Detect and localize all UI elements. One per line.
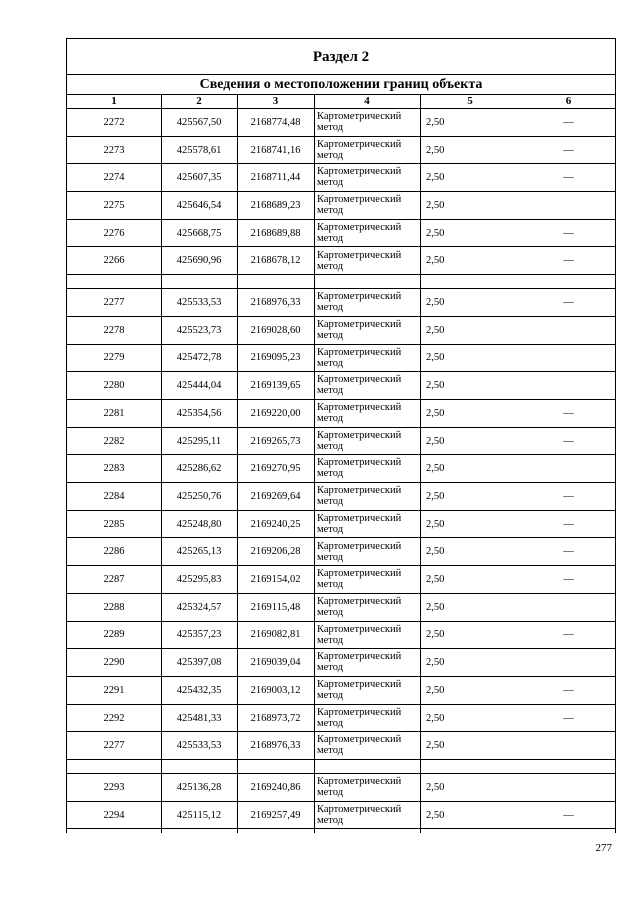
table-title: Сведения о местоположении границ объекта xyxy=(67,75,615,95)
method-cell: Картометрический метод xyxy=(317,374,402,397)
accuracy-cell: 2,50 xyxy=(426,144,445,156)
y-coordinate-cell: 2168711,44 xyxy=(250,172,301,184)
method-cell: Картометрический метод xyxy=(317,318,402,341)
note-cell: — xyxy=(563,809,574,821)
note-cell xyxy=(520,594,617,621)
accuracy-cell: 2,50 xyxy=(426,574,445,586)
x-coordinate-cell: 425250,76 xyxy=(176,490,222,502)
point-number-cell: 2275 xyxy=(103,199,125,211)
column-divider xyxy=(314,95,315,833)
y-coordinate-cell: 2169240,86 xyxy=(250,781,301,793)
x-coordinate-cell: 425533,53 xyxy=(176,297,222,309)
column-header-1: 1 xyxy=(111,95,117,107)
accuracy-cell: 2,50 xyxy=(426,255,445,267)
point-number-cell: 2294 xyxy=(103,809,125,821)
method-cell: Картометрический метод xyxy=(317,485,402,508)
table-row xyxy=(67,705,615,733)
y-coordinate-cell: 2169095,23 xyxy=(250,352,301,364)
y-coordinate-cell: 2169028,60 xyxy=(250,324,301,336)
column-divider xyxy=(161,95,162,833)
table-row xyxy=(67,248,615,276)
y-coordinate-cell: 2168741,16 xyxy=(250,144,301,156)
method-cell: Картометрический метод xyxy=(317,803,402,826)
point-number-cell: 2274 xyxy=(103,172,125,184)
note-cell: — xyxy=(563,172,574,184)
column-header-4: 4 xyxy=(364,95,370,107)
method-cell: Картометрический метод xyxy=(317,221,402,244)
method-cell: Картометрический метод xyxy=(317,568,402,591)
table-row xyxy=(67,400,615,428)
accuracy-cell: 2,50 xyxy=(426,601,445,613)
table-row xyxy=(67,345,615,373)
point-number-cell: 2287 xyxy=(103,574,125,586)
point-number-cell: 2281 xyxy=(103,407,125,419)
accuracy-cell: 2,50 xyxy=(426,657,445,669)
method-cell: Картометрический метод xyxy=(317,138,402,161)
table-row xyxy=(67,677,615,705)
note-cell xyxy=(520,192,617,219)
method-cell: Картометрический метод xyxy=(317,346,402,369)
note-cell: — xyxy=(563,407,574,419)
y-coordinate-cell: 2168689,88 xyxy=(250,227,301,239)
y-coordinate-cell: 2168689,23 xyxy=(250,199,301,211)
note-cell: — xyxy=(563,629,574,641)
x-coordinate-cell: 425248,80 xyxy=(176,518,222,530)
x-coordinate-cell: 425354,56 xyxy=(176,407,222,419)
note-cell: — xyxy=(563,712,574,724)
table-row xyxy=(67,192,615,220)
y-coordinate-cell: 2168976,33 xyxy=(250,297,301,309)
table-row xyxy=(67,511,615,539)
y-coordinate-cell: 2169039,04 xyxy=(250,657,301,669)
note-cell xyxy=(520,649,617,676)
table-row xyxy=(67,594,615,622)
point-number-cell: 2272 xyxy=(103,116,125,128)
method-cell: Картометрический метод xyxy=(317,194,402,217)
point-number-cell: 2283 xyxy=(103,463,125,475)
note-cell xyxy=(520,345,617,372)
table-row xyxy=(67,372,615,400)
point-number-cell: 2288 xyxy=(103,601,125,613)
x-coordinate-cell: 425295,83 xyxy=(176,574,222,586)
y-coordinate-cell: 2169115,48 xyxy=(250,601,301,613)
section-title: Раздел 2 xyxy=(67,39,615,75)
method-cell: Картометрический метод xyxy=(317,706,402,729)
point-number-cell: 2278 xyxy=(103,324,125,336)
accuracy-cell: 2,50 xyxy=(426,809,445,821)
table-row xyxy=(67,137,615,165)
accuracy-cell: 2,50 xyxy=(426,227,445,239)
note-cell xyxy=(520,774,617,801)
point-number-cell: 2293 xyxy=(103,781,125,793)
y-coordinate-cell: 2169269,64 xyxy=(250,490,301,502)
note-cell: — xyxy=(563,144,574,156)
point-number-cell: 2290 xyxy=(103,657,125,669)
note-cell: — xyxy=(563,297,574,309)
method-cell: Картометрический метод xyxy=(317,595,402,618)
method-cell: Картометрический метод xyxy=(317,291,402,314)
note-cell xyxy=(520,372,617,399)
page-number: 277 xyxy=(595,842,612,854)
point-number-cell: 2266 xyxy=(103,255,125,267)
x-coordinate-cell: 425646,54 xyxy=(176,199,222,211)
note-cell: — xyxy=(563,227,574,239)
column-headers xyxy=(67,95,615,109)
method-cell: Картометрический метод xyxy=(317,457,402,480)
note-cell xyxy=(520,732,617,759)
x-coordinate-cell: 425533,53 xyxy=(176,740,222,752)
x-coordinate-cell: 425357,23 xyxy=(176,629,222,641)
accuracy-cell: 2,50 xyxy=(426,116,445,128)
column-header-6: 6 xyxy=(565,95,572,107)
column-header-5: 5 xyxy=(467,95,473,107)
x-coordinate-cell: 425567,50 xyxy=(176,116,222,128)
table-row xyxy=(67,109,615,137)
column-divider xyxy=(420,95,421,833)
accuracy-cell: 2,50 xyxy=(426,490,445,502)
accuracy-cell: 2,50 xyxy=(426,172,445,184)
accuracy-cell: 2,50 xyxy=(426,740,445,752)
x-coordinate-cell: 425481,33 xyxy=(176,712,222,724)
x-coordinate-cell: 425444,04 xyxy=(176,380,222,392)
method-cell: Картометрический метод xyxy=(317,249,402,272)
x-coordinate-cell: 425472,78 xyxy=(176,352,222,364)
y-coordinate-cell: 2168973,72 xyxy=(250,712,301,724)
point-number-cell: 2277 xyxy=(103,297,125,309)
note-cell xyxy=(520,455,617,482)
method-cell: Картометрический метод xyxy=(317,111,402,133)
accuracy-cell: 2,50 xyxy=(426,629,445,641)
method-cell: Картометрический метод xyxy=(317,402,402,424)
table-row xyxy=(67,774,615,802)
method-cell: Картометрический метод xyxy=(317,679,402,701)
x-coordinate-cell: 425265,13 xyxy=(176,546,222,558)
x-coordinate-cell: 425578,61 xyxy=(176,144,222,156)
note-cell: — xyxy=(563,546,574,558)
accuracy-cell: 2,50 xyxy=(426,712,445,724)
method-cell: Картометрический метод xyxy=(317,776,402,799)
y-coordinate-cell: 2168774,48 xyxy=(250,116,301,128)
table-row-separator xyxy=(67,760,615,774)
table-row-separator xyxy=(67,275,615,289)
note-cell xyxy=(520,317,617,344)
table-row xyxy=(67,732,615,760)
y-coordinate-cell: 2169003,12 xyxy=(250,684,301,696)
x-coordinate-cell: 425286,62 xyxy=(176,463,222,475)
note-cell: — xyxy=(563,255,574,267)
method-cell: Картометрический метод xyxy=(317,429,402,452)
table-row xyxy=(67,539,615,567)
accuracy-cell: 2,50 xyxy=(426,199,445,211)
y-coordinate-cell: 2169257,49 xyxy=(250,809,301,821)
note-cell: — xyxy=(563,116,574,128)
x-coordinate-cell: 425432,35 xyxy=(176,684,222,696)
y-coordinate-cell: 2169265,73 xyxy=(250,435,301,447)
x-coordinate-cell: 425668,75 xyxy=(176,227,222,239)
accuracy-cell: 2,50 xyxy=(426,546,445,558)
y-coordinate-cell: 2169082,81 xyxy=(250,629,301,641)
accuracy-cell: 2,50 xyxy=(426,352,445,364)
accuracy-cell: 2,50 xyxy=(426,435,445,447)
table-row xyxy=(67,455,615,483)
note-cell: — xyxy=(563,518,574,530)
column-header-3: 3 xyxy=(272,95,279,107)
x-coordinate-cell: 425523,73 xyxy=(176,324,222,336)
x-coordinate-cell: 425324,57 xyxy=(176,601,222,613)
method-cell: Картометрический метод xyxy=(317,623,402,646)
accuracy-cell: 2,50 xyxy=(426,518,445,530)
y-coordinate-cell: 2169139,65 xyxy=(250,380,301,392)
point-number-cell: 2285 xyxy=(103,518,125,530)
column-divider xyxy=(237,95,238,833)
note-cell: — xyxy=(563,684,574,696)
accuracy-cell: 2,50 xyxy=(426,297,445,309)
note-cell: — xyxy=(563,574,574,586)
note-cell: — xyxy=(563,435,574,447)
x-coordinate-cell: 425607,35 xyxy=(176,172,222,184)
method-cell: Картометрический метод xyxy=(317,166,402,189)
accuracy-cell: 2,50 xyxy=(426,684,445,696)
table-row xyxy=(67,802,615,830)
point-number-cell: 2292 xyxy=(103,712,125,724)
y-coordinate-cell: 2169240,25 xyxy=(250,518,301,530)
y-coordinate-cell: 2169154,02 xyxy=(250,574,301,586)
table-row xyxy=(67,483,615,511)
table-row xyxy=(67,566,615,594)
y-coordinate-cell: 2169220,00 xyxy=(250,407,301,419)
point-number-cell: 2284 xyxy=(103,490,125,502)
point-number-cell: 2279 xyxy=(103,352,125,364)
table-row xyxy=(67,622,615,650)
accuracy-cell: 2,50 xyxy=(426,407,445,419)
point-number-cell: 2276 xyxy=(103,227,125,239)
table-row xyxy=(67,317,615,345)
table-row xyxy=(67,220,615,248)
note-cell: — xyxy=(563,490,574,502)
table-row xyxy=(67,649,615,677)
method-cell: Картометрический метод xyxy=(317,540,402,563)
point-number-cell: 2273 xyxy=(103,144,125,156)
point-number-cell: 2291 xyxy=(103,684,125,696)
point-number-cell: 2280 xyxy=(103,380,125,392)
column-header-2: 2 xyxy=(196,95,202,107)
method-cell: Картометрический метод xyxy=(317,734,402,757)
table-row xyxy=(67,164,615,192)
x-coordinate-cell: 425690,96 xyxy=(176,255,222,267)
point-number-cell: 2289 xyxy=(103,629,125,641)
y-coordinate-cell: 2169206,28 xyxy=(250,546,301,558)
point-number-cell: 2286 xyxy=(103,546,125,558)
x-coordinate-cell: 425295,11 xyxy=(176,435,222,447)
x-coordinate-cell: 425397,08 xyxy=(176,657,222,669)
point-number-cell: 2277 xyxy=(103,740,125,752)
method-cell: Картометрический метод xyxy=(317,651,402,674)
accuracy-cell: 2,50 xyxy=(426,324,445,336)
y-coordinate-cell: 2168678,12 xyxy=(250,255,301,267)
accuracy-cell: 2,50 xyxy=(426,463,445,475)
method-cell: Картометрический метод xyxy=(317,512,402,535)
x-coordinate-cell: 425136,28 xyxy=(176,781,222,793)
y-coordinate-cell: 2169270,95 xyxy=(250,463,301,475)
document-table xyxy=(66,38,616,833)
y-coordinate-cell: 2168976,33 xyxy=(250,740,301,752)
point-number-cell: 2282 xyxy=(103,435,125,447)
accuracy-cell: 2,50 xyxy=(426,380,445,392)
table-row xyxy=(67,428,615,456)
accuracy-cell: 2,50 xyxy=(426,781,445,793)
x-coordinate-cell: 425115,12 xyxy=(176,809,222,821)
table-row xyxy=(67,289,615,317)
